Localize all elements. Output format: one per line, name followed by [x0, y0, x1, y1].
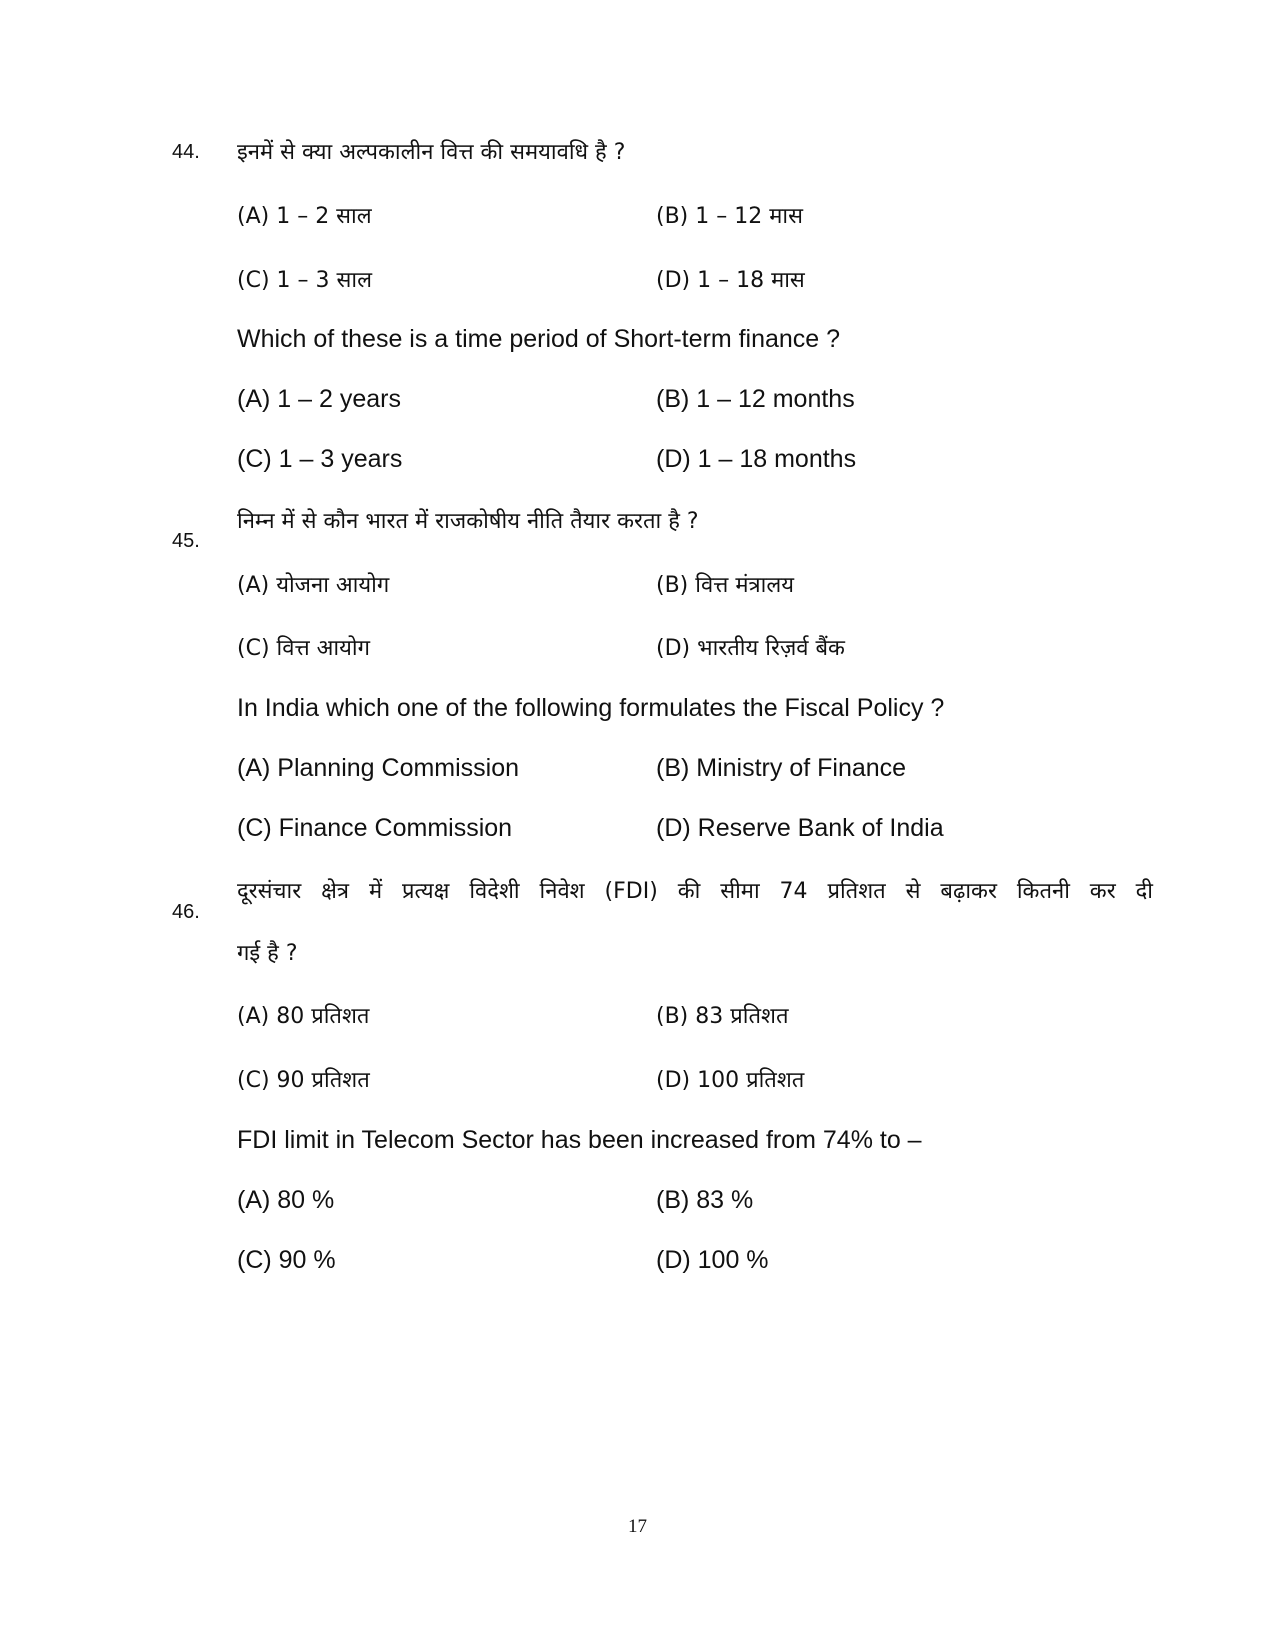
option-d-english: (D) 1 – 18 months	[656, 445, 857, 473]
option-d-english: (D) 100 %	[656, 1246, 769, 1274]
option-a-hindi: (A) 80 प्रतिशत	[237, 1004, 370, 1029]
question-stem-hindi: इनमें से क्या अल्पकालीन वित्त की समयावधि है ?	[237, 140, 626, 165]
option-c-hindi: (C) 90 प्रतिशत	[237, 1068, 370, 1093]
option-d-hindi: (D) भारतीय रिज़र्व बैंक	[656, 636, 845, 661]
option-a-hindi: (A) 1 – 2 साल	[237, 204, 372, 229]
question-number: 45.	[172, 530, 200, 552]
option-b-hindi: (B) 83 प्रतिशत	[656, 1004, 789, 1029]
question-stem-hindi: निम्न में से कौन भारत में राजकोषीय नीति तैयार करता है ?	[237, 509, 699, 534]
option-c-hindi: (C) 1 – 3 साल	[237, 268, 372, 293]
option-c-hindi: (C) वित्त आयोग	[237, 636, 370, 661]
option-c-english: (C) Finance Commission	[237, 814, 513, 842]
question-stem-english: Which of these is a time period of Short-term finance ?	[237, 325, 841, 353]
option-b-english: (B) Ministry of Finance	[656, 754, 907, 782]
question-stem-english: FDI limit in Telecom Sector has been increased from 74% to –	[237, 1126, 922, 1154]
option-a-english: (A) 1 – 2 years	[237, 385, 401, 413]
option-c-english: (C) 90 %	[237, 1246, 336, 1274]
option-d-hindi: (D) 100 प्रतिशत	[656, 1068, 805, 1093]
page-number: 17	[628, 1516, 647, 1537]
option-c-english: (C) 1 – 3 years	[237, 445, 403, 473]
option-b-english: (B) 83 %	[656, 1186, 754, 1214]
option-a-hindi: (A) योजना आयोग	[237, 573, 390, 598]
option-a-english: (A) Planning Commission	[237, 754, 520, 782]
question-stem-hindi-line2: गई है ?	[237, 941, 298, 966]
question-number: 46.	[172, 901, 200, 923]
question-number: 44.	[172, 141, 200, 163]
option-a-english: (A) 80 %	[237, 1186, 335, 1214]
question-stem-english: In India which one of the following formulates the Fiscal Policy ?	[237, 694, 945, 722]
option-b-english: (B) 1 – 12 months	[656, 385, 855, 413]
option-b-hindi: (B) 1 – 12 मास	[656, 204, 803, 229]
question-stem-hindi-line1: दूरसंचार क्षेत्र में प्रत्यक्ष विदेशी निवेश (FDI) की सीमा 74 प्रतिशत से बढ़ाकर कितनी कर दी	[237, 879, 1153, 904]
option-b-hindi: (B) वित्त मंत्रालय	[656, 573, 795, 598]
option-d-hindi: (D) 1 – 18 मास	[656, 268, 805, 293]
option-d-english: (D) Reserve Bank of India	[656, 814, 944, 842]
